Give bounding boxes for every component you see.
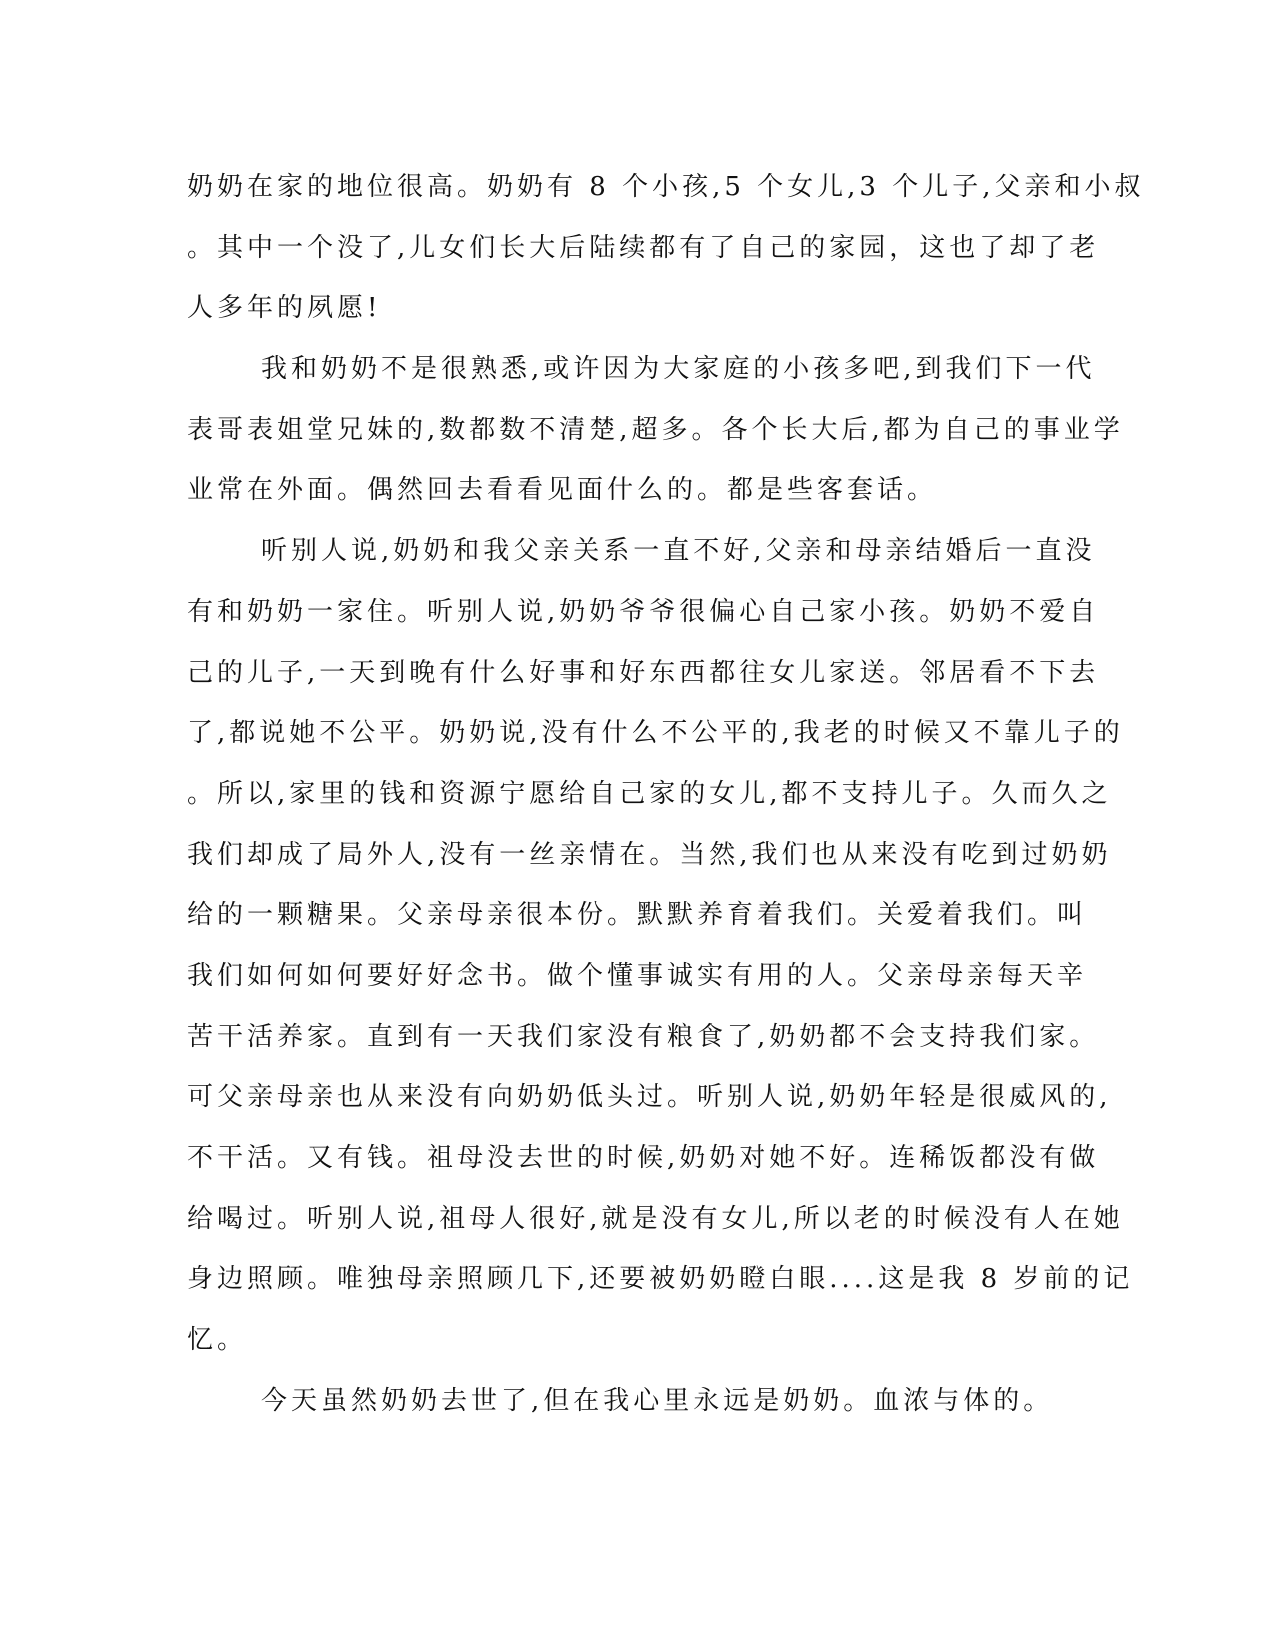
text-line: 。所以,家里的钱和资源宁愿给自己家的女儿,都不支持儿子。久而久之 [187,778,1112,809]
text-line: 苦干活养家。直到有一天我们家没有粮食了,奶奶都不会支持我们家。 [187,1021,1100,1052]
text-line: 了,都说她不公平。奶奶说,没有什么不公平的,我老的时候又不靠儿子的 [187,718,1124,749]
text-line: 给的一颗糖果。父亲母亲很本份。默默养育着我们。关爱着我们。叫 [187,900,1088,931]
text-line: 。其中一个没了,儿女们长大后陆续都有了自己的家园，这也了却了老 [187,232,1100,263]
text-line: 业常在外面。偶然回去看看见面什么的。都是些客套话。 [187,475,938,506]
text-line: 身边照顾。唯独母亲照顾几下,还要被奶奶瞪白眼....这是我 8 岁前的记 [187,1264,1134,1295]
text-line: 忆。 [187,1325,248,1356]
text-line: 我们如何如何要好好念书。做个懂事诚实有用的人。父亲母亲每天辛 [187,960,1088,991]
text-line: 人多年的夙愿! [187,293,382,324]
text-line: 不干活。又有钱。祖母没去世的时候,奶奶对她不好。连稀饭都没有做 [187,1143,1100,1173]
text-line: 我和奶奶不是很熟悉,或许因为大家庭的小孩多吧,到我们下一代 [261,354,1096,385]
document-body [187,157,1145,1431]
text-line: 听别人说,奶奶和我父亲关系一直不好,父亲和母亲结婚后一直没 [261,536,1096,567]
text-line: 奶奶在家的地位很高。奶奶有 8 个小孩,5 个女儿,3 个儿子,父亲和小叔 [187,172,1145,202]
text-line: 有和奶奶一家住。听别人说,奶奶爷爷很偏心自己家小孩。奶奶不爱自 [187,596,1100,627]
text-line: 表哥表姐堂兄妹的,数都数不清楚,超多。各个长大后,都为自己的事业学 [187,414,1124,445]
text-line: 己的儿子,一天到晚有什么好事和好东西都往女儿家送。邻居看不下去 [187,657,1100,688]
text-line: 可父亲母亲也从来没有向奶奶低头过。听别人说,奶奶年轻是很威风的, [187,1082,1112,1113]
text-line: 给喝过。听别人说,祖母人很好,就是没有女儿,所以老的时候没有人在她 [187,1203,1124,1234]
text-line: 我们却成了局外人,没有一丝亲情在。当然,我们也从来没有吃到过奶奶 [187,839,1112,870]
text-line: 今天虽然奶奶去世了,但在我心里永远是奶奶。血浓与体的。 [261,1385,1054,1416]
